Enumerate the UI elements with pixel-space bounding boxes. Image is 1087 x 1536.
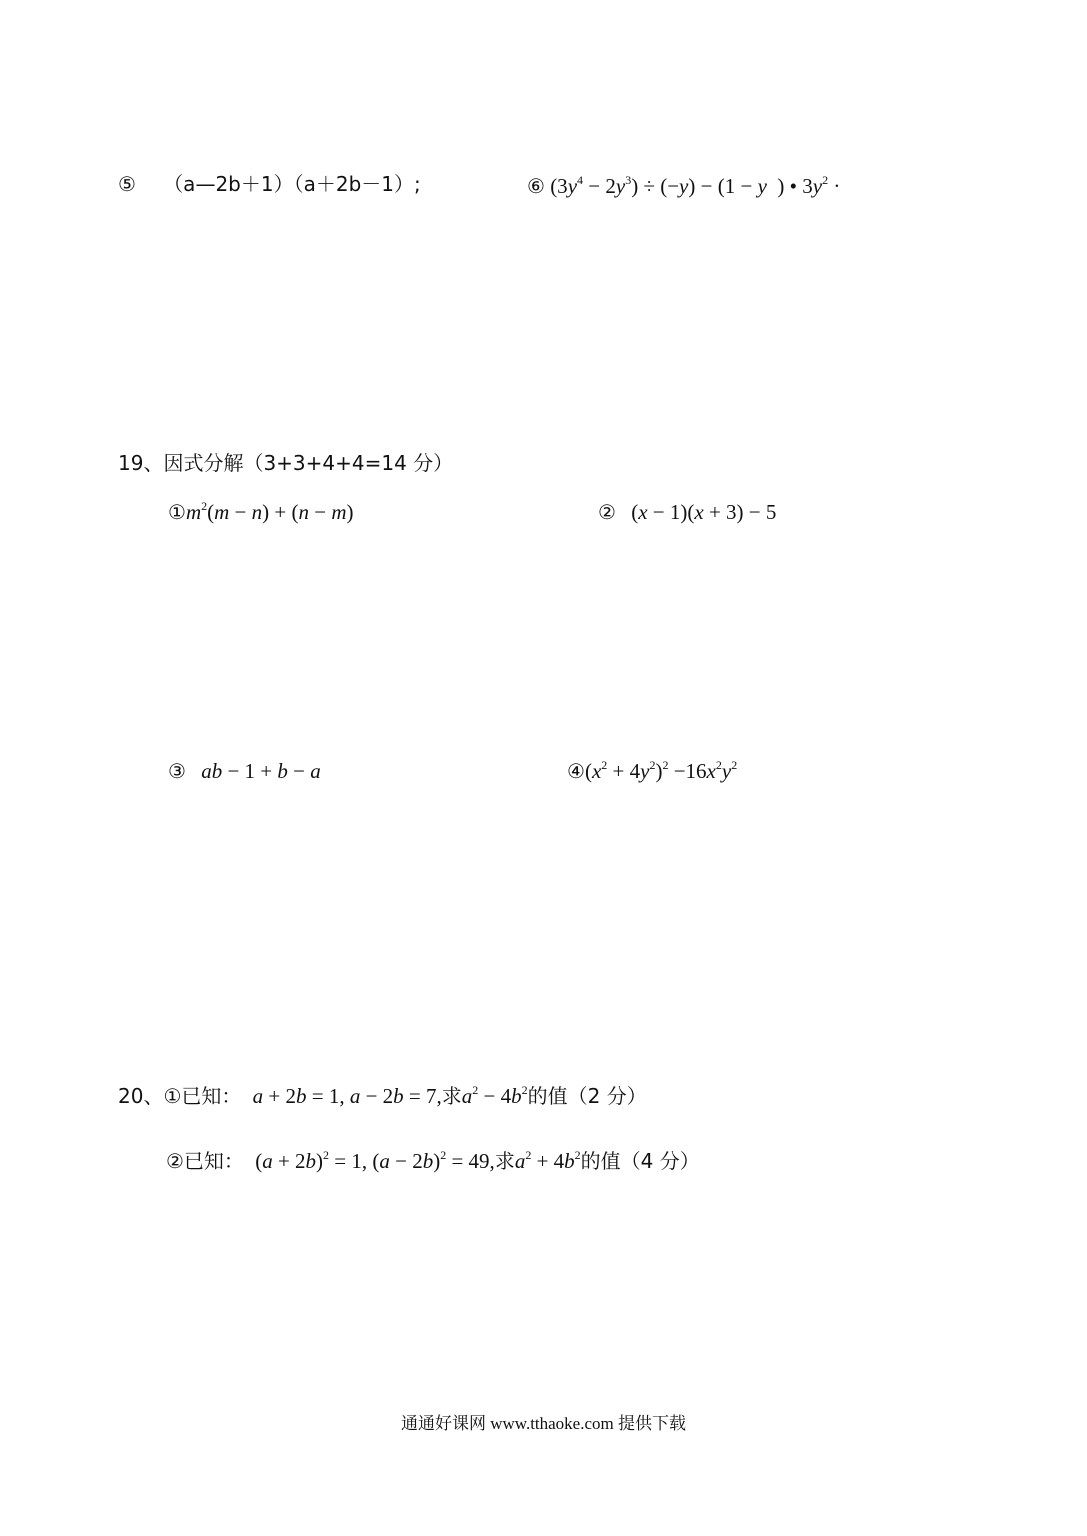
q20-2-label: ②已知： <box>166 1149 244 1173</box>
q19-title: 19、因式分解（3+3+4+4=14 分） <box>118 451 454 475</box>
q19-2-label: ② <box>598 500 616 524</box>
q19-item-1 <box>168 499 354 524</box>
footer-credit: 通通好课网 www.tthaoke.com 提供下载 <box>400 1414 687 1433</box>
q19-1-expression: $m^2(m - n) + (n - m)$ <box>185 499 354 524</box>
q19-3-expression: ab − 1 + b − a <box>201 759 321 783</box>
q20-item-1 <box>118 1083 647 1108</box>
q20-2-tail: 的值（4 分） <box>580 1149 700 1173</box>
q19-item-4 <box>567 758 738 783</box>
q20-2-expression: $(a + 2b)^2 = 1$, $(a - 2b)^2 = 49$,求$a^2 + 4b^2$ <box>255 1148 581 1173</box>
problem-5 <box>118 174 421 195</box>
problem-6-label: ⑥ <box>527 174 545 198</box>
q19-item-3 <box>168 761 321 782</box>
q19-item-2 <box>598 502 776 523</box>
problem-5-label: ⑤ <box>118 172 136 196</box>
q19-2-expression: (x − 1)(x + 3) − 5 <box>631 500 777 524</box>
q20-1-tail: 的值（2 分） <box>527 1084 647 1108</box>
q19-4-label: ④ <box>567 759 585 783</box>
problem-6-expression: $(3y^4 - 2y^3) \div (-y) - (1 - y$ ) • $3y^2$ · <box>550 173 841 198</box>
q20-1-label: ①已知： <box>163 1084 242 1108</box>
q20-1-expression: a + 2b = 1, a − 2b = 7,求$a^2 - 4b^2$ <box>252 1083 528 1108</box>
problem-5-expression: （a—2b＋1）（a＋2b－1）; <box>163 172 421 196</box>
problem-6 <box>527 173 841 198</box>
q19-1-label: ① <box>168 500 186 524</box>
q19-4-expression: $(x^2 + 4y^2)^2 -16x^2y^2$ <box>584 758 738 783</box>
q19-3-label: ③ <box>168 759 186 783</box>
q20-item-2 <box>166 1148 700 1173</box>
q20-number: 20、 <box>118 1084 164 1108</box>
